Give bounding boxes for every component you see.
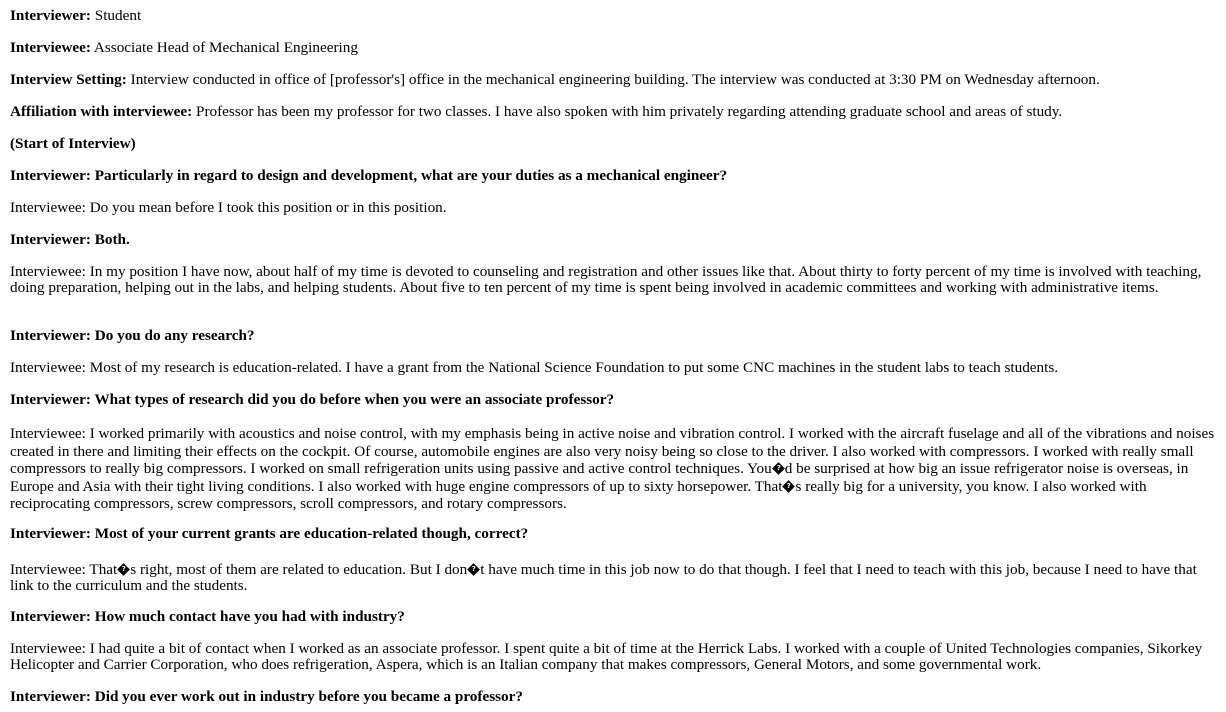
interviewer-question: Interviewer: Both.: [10, 231, 130, 248]
interviewee-answer: Interviewee: That? s right, most of them are related to education. But I don? t have much time in this job now to do that though. I feel that I need to teach with this job, because I need to have that link to the curriculum and the students.: [10, 562, 1216, 594]
interview-setting-label: Interview Setting:: [10, 71, 127, 88]
affiliation-line: [10, 104, 1216, 120]
interviewee-line: [10, 40, 1216, 56]
interviewer-question: Interviewer: Did you ever work out in industry before you became a professor?: [10, 688, 523, 705]
replacement-character-glyph: [117, 563, 130, 576]
interviewee-answer: Interviewee: I worked primarily with acoustics and noise control, with my emphasis being in active noise and vibration control. I worked with the aircraft fuselage and all of the vibrations and noises created in there and limiting their effects on the cockpit. Of course, automobile engines are also very noisy being so close to the driver. I also worked with compressors. I worked with really small compressors to really big compressors. I worked on small refrigeration units using passive and active control techniques. You? d be surprised at how big an issue refrigerator noise is overseas, in Europe and Asia with their tight living conditions. I also worked with huge engine compressors of up to sixty horsepower. That? s really big for a university, you know. I also worked with reciprocating compressors, screw compressors, scroll compressors, and rotary compressors.: [10, 425, 1216, 513]
replacement-character-glyph: [467, 563, 480, 576]
interviewee-answer: Interviewee: Most of my research is education-related. I have a grant from the National Science Foundation to put some CNC machines in the student labs to teach students.: [10, 359, 1059, 376]
interviewer-question: Interviewer: How much contact have you had with industry?: [10, 608, 405, 625]
interviewer-question: Interviewer: Do you do any research?: [10, 327, 255, 344]
interviewee-answer: Interviewee: I had quite a bit of contact when I worked as an associate professor. I spent quite a bit of time at the Herrick Labs. I worked with a couple of United Technologies companies, Sikorkey Helicopter and Carrier Corporation, who does refrigeration, Aspera, which is an Italian company that makes compressors, General Motors, and some governmental work.: [10, 640, 1203, 673]
interviewee-value: Associate Head of Mechanical Engineering: [90, 39, 358, 56]
interviewer-question: Interviewer: Particularly in regard to design and development, what are your duties as a mechanical engineer?: [10, 167, 728, 184]
start-of-interview-marker: (Start of Interview): [10, 135, 136, 152]
affiliation-value: Professor has been my professor for two classes. I have also spoken with him privately regarding attending graduate school and areas of study.: [192, 103, 1063, 120]
interviewee-label: Interviewee:: [10, 39, 91, 56]
interviewer-question: Interviewer: What types of research did you do before when you were an associate professor?: [10, 391, 615, 408]
interviewee-answer: Interviewee: Do you mean before I took this position or in this position.: [10, 199, 447, 216]
affiliation-label: Affiliation with interviewee:: [10, 103, 193, 120]
interviewer-question: Interviewer: Most of your current grants are education-related though, correct?: [10, 525, 529, 542]
interviewer-value: Student: [90, 7, 142, 24]
interviewee-answer: Interviewee: In my position I have now, about half of my time is devoted to counseling and registration and other issues like that. About thirty to forty percent of my time is involved with teaching, doing preparation, helping out in the labs, and helping students. About five to ten percent of my time is spent being involved in academic committees and working with administrative items.: [10, 263, 1202, 296]
replacement-character-glyph: [772, 462, 785, 475]
interview-setting-value: Interview conducted in office of [professor's] office in the mechanical engineering building. The interview was conducted at 3:30 PM on Wednesday afternoon.: [126, 71, 1100, 88]
replacement-character-glyph: [783, 480, 796, 493]
interviewer-line: [10, 8, 1216, 24]
interview-setting-line: [10, 72, 1216, 88]
interviewer-label: Interviewer:: [10, 7, 91, 24]
